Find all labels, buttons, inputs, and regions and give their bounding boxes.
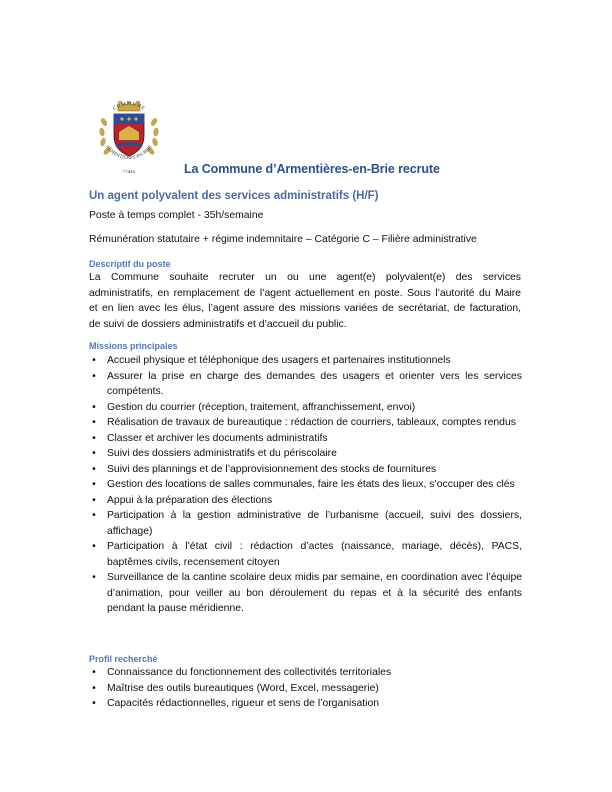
bullet-icon: • (92, 479, 96, 490)
description-line: et en lien avec les élus, l’agent assure des missions variées de secrétariat, de facturation, (89, 303, 521, 314)
description-line: administratifs, en remplacement de l’agent actuellement en poste. Sous l’autorité du Maire (89, 287, 521, 299)
description-heading: Descriptif du poste (89, 259, 171, 269)
list-item: • Connaissance du fonctionnement des collectivités territoriales (89, 665, 522, 681)
bullet-icon: • (92, 355, 96, 366)
list-item: • Suivi des dossiers administratifs et du périscolaire (89, 446, 522, 462)
list-item: • Gestion du courrier (réception, traitement, affranchissement, envoi) (89, 400, 522, 416)
list-item: • Appui à la préparation des élections (89, 493, 522, 509)
list-item: • Participation à la gestion administrative de l’urbanisme (accueil, suivi des dossiers, affichage) (89, 508, 522, 539)
bullet-icon: • (92, 417, 96, 428)
profile-list (89, 665, 522, 712)
description-line: La Commune souhaite recruter un ou une agent(e) polyvalent(e) des services (89, 272, 521, 283)
pay-line: Rémunération statutaire + régime indemnitaire – Catégorie C – Filière administrative (89, 234, 477, 245)
bullet-icon: • (92, 667, 96, 678)
bullet-icon: • (92, 370, 96, 382)
logo-top-text: COMMUNE (112, 101, 146, 113)
list-item: • Capacités rédactionnelles, rigueur et sens de l’organisation (89, 696, 522, 712)
coat-of-arms-logo (96, 92, 162, 176)
bullet-icon: • (92, 432, 96, 444)
list-item: • Participation à l’état civil : rédaction d’actes (naissance, mariage, décès), PACS, baptêmes civils, recensement citoyen (89, 539, 522, 570)
bullet-icon: • (92, 682, 96, 694)
profile-heading: Profil recherché (89, 654, 158, 664)
bullet-icon: • (92, 448, 96, 459)
list-item: • Suivi des plannings et de l’approvisionnement des stocks de fournitures (89, 462, 522, 478)
bullet-icon: • (92, 698, 96, 709)
contract-line: Poste à temps complet - 35h/semaine (89, 210, 264, 221)
description-paragraph (89, 270, 521, 332)
bullet-icon: • (92, 541, 96, 552)
bullet-icon: • (92, 463, 96, 475)
page-title: La Commune d’Armentières-en-Brie recrute (184, 162, 440, 176)
list-item: • Accueil physique et téléphonique des usagers et partenaires institutionnels (89, 353, 522, 369)
bullet-icon: • (92, 572, 96, 583)
bullet-icon: • (92, 494, 96, 506)
list-item: • Réalisation de travaux de bureautique : rédaction de courriers, tableaux, comptes rendus (89, 415, 522, 431)
logo-ring-text: ARMENTIÈRES-EN-BRIE (105, 144, 153, 161)
list-item: • Assurer la prise en charge des demandes des usagers et orienter vers les services compétents. (89, 369, 522, 400)
description-line: de suivi de dossiers administratifs et d’accueil du public. (89, 318, 347, 330)
bullet-icon: • (92, 510, 96, 521)
list-item: • Gestion des locations de salles communales, faire les états des lieux, s’occuper des clés (89, 477, 522, 493)
list-item: • Classer et archiver les documents administratifs (89, 431, 522, 447)
list-item: • Surveillance de la cantine scolaire deux midis par semaine, en coordination avec l’équipe d’animation, pour veiller au bon déroulement du repas et à la sécurité des enfants pendant la pause méridienne. (89, 570, 522, 617)
missions-list (89, 353, 522, 617)
missions-heading: Missions principales (89, 341, 178, 351)
logo-postcode: 77440 (122, 169, 136, 174)
bullet-icon: • (92, 401, 96, 413)
job-title: Un agent polyvalent des services administratifs (H/F) (89, 190, 379, 202)
list-item: • Maîtrise des outils bureautiques (Word, Excel, messagerie) (89, 681, 522, 697)
